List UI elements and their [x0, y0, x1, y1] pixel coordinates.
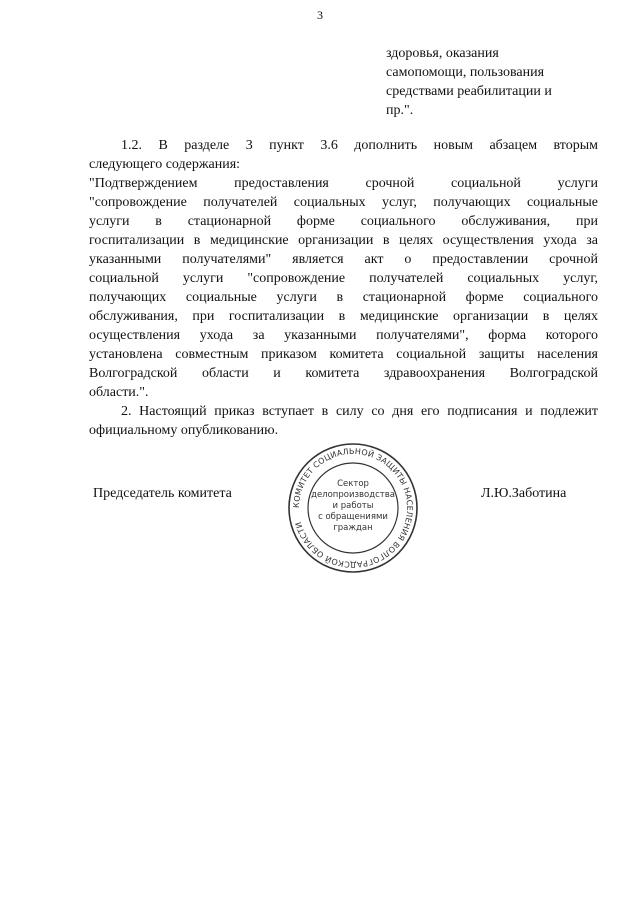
continuation-line: самопомощи, пользования: [386, 65, 545, 80]
text-line: осуществления ухода за указанными получателями", форма которого: [89, 328, 598, 343]
seal-center-line: с обращениями: [318, 512, 388, 522]
text-line: 2. Настоящий приказ вступает в силу со дня его подписания и подлежит: [121, 404, 598, 419]
seal-center-line: граждан: [333, 523, 373, 533]
text-line: области.".: [89, 385, 149, 400]
text-line: "Подтверждением предоставления срочной социальной услуги: [89, 176, 598, 191]
continuation-text: [386, 44, 606, 120]
text-line: обслуживания, при госпитализации в медицинские организации в целях: [89, 309, 598, 324]
official-seal-stamp: [287, 442, 419, 574]
text-line: указанными получателями" является акт о предоставлении срочной: [89, 252, 598, 267]
text-line: Волгоградской области и комитета здравоохранения Волгоградской: [89, 366, 598, 381]
continuation-line: здоровья, оказания: [386, 46, 499, 61]
text-line: госпитализации в медицинские организации в целях осуществления ухода за: [89, 233, 598, 248]
seal-center-line: делопроизводства: [311, 490, 395, 500]
text-line: социальной услуги "сопровождение получателей социальных услуг,: [89, 271, 598, 286]
page-number: 3: [317, 8, 323, 22]
main-text: [89, 136, 598, 440]
seal-graphic: [287, 442, 419, 574]
text-line: установлена совместным приказом комитета социальной защиты населения: [89, 347, 598, 362]
signatory-name: Л.Ю.Заботина: [481, 486, 567, 501]
seal-outer-text: КОМИТЕТ СОЦИАЛЬНОЙ ЗАЩИТЫ НАСЕЛЕНИЯ ВОЛГОГРАДСКОЙ ОБЛАСТИ: [291, 446, 415, 570]
text-line: следующего содержания:: [89, 157, 241, 172]
continuation-line: средствами реабилитации и: [386, 84, 552, 99]
seal-center-line: и работы: [332, 501, 374, 511]
text-line: "сопровождение получателей социальных услуг, получающих социальные: [89, 195, 598, 210]
continuation-line: пр.".: [386, 103, 414, 118]
item-2-paragraph: [89, 402, 598, 440]
text-line: получающих социальные услуги в стационарной форме социального: [89, 290, 598, 305]
text-line: 1.2. В разделе 3 пункт 3.6 дополнить новым абзацем вторым: [121, 138, 598, 153]
seal-center-line: Сектор: [337, 479, 369, 489]
signatory-position: Председатель комитета: [93, 486, 232, 501]
text-line: услуги в стационарной форме социального обслуживания, при: [89, 214, 598, 229]
text-line: официальному опубликованию.: [89, 423, 279, 438]
item-1-2-paragraph: [89, 136, 598, 402]
